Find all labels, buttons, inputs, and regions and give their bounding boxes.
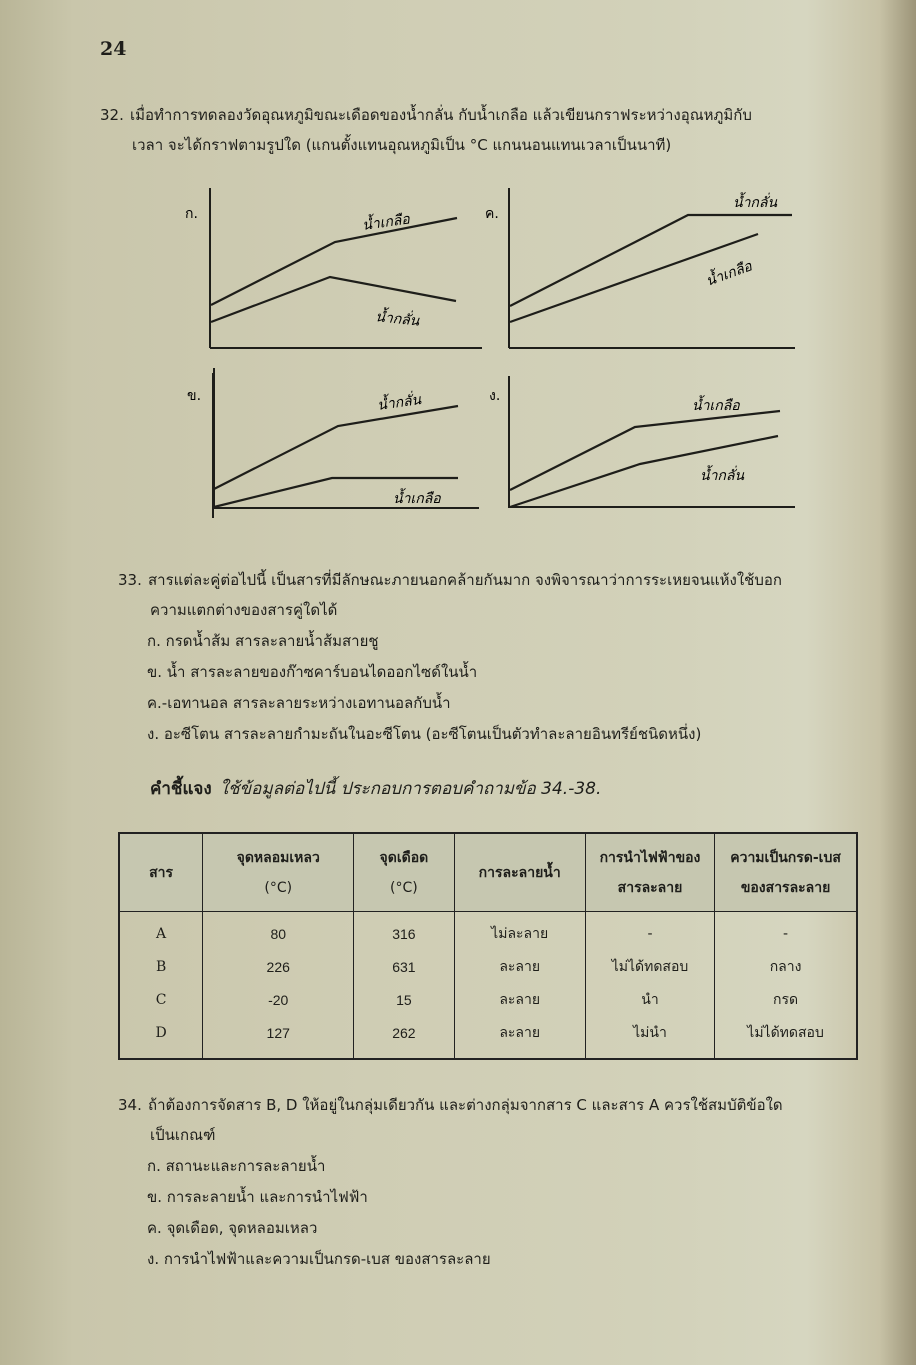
instruction [150, 775, 601, 802]
instruction-text: ใช้ข้อมูลต่อไปนี้ ประกอบการตอบคำถามข้อ 34.-38. [219, 779, 602, 799]
table-row: B 226 631 ละลาย ไม่ได้ทดสอบ กลาง [119, 950, 857, 983]
table-row: A 80 316 ไม่ละลาย - - [119, 912, 857, 951]
series-label-lower: น้ำเกลือ [393, 491, 441, 507]
question-text-line2: เวลา จะได้กราฟตามรูปใด (แกนตั้งแทนอุณหภูมิเป็น °C แกนนอนแทนเวลาเป็นนาที) [132, 136, 672, 154]
question-34 [118, 1090, 863, 1150]
question-number: 32. [100, 106, 124, 124]
series-label-upper: น้ำกลั่น [733, 195, 778, 211]
option-b[interactable]: ข. น้ำ สารละลายของก๊าซคาร์บอนไดออกไซด์ในน้ำ [147, 663, 478, 681]
question-33-options [105, 626, 701, 750]
instruction-label: คำชี้แจง [150, 779, 212, 799]
graph-c [480, 180, 810, 360]
graph-b [180, 368, 500, 520]
question-text-line1: เมื่อทำการทดลองวัดอุณหภูมิขณะเดือดของน้ำกลั่น กับน้ำเกลือ แล้วเขียนกราฟระหว่างอุณหภูมิกับ [130, 106, 752, 124]
option-a[interactable]: ก. สถานะและการละลายน้ำ [147, 1157, 326, 1175]
question-number: 34. [118, 1096, 142, 1114]
series-label-lower: น้ำเกลือ [703, 258, 755, 290]
table-row: C -20 15 ละลาย นำ กรด [119, 983, 857, 1016]
graph-b-x-axis [213, 507, 479, 509]
page-number: 24 [100, 38, 127, 60]
question-text-line1: ถ้าต้องการจัดสาร B, D ให้อยู่ในกลุ่มเดียวกัน และต่างกลุ่มจากสาร C และสาร A ควรใช้สมบัติข้อใด [148, 1096, 783, 1114]
question-text-line1: สารแต่ละคู่ต่อไปนี้ เป็นสารที่มีลักษณะภายนอกคล้ายกันมาก จงพิจารณาว่าการระเหยจนแห้งใช้บอก [148, 571, 782, 589]
option-d[interactable]: ง. การนำไฟฟ้าและความเป็นกรด-เบส ของสารละลาย [147, 1250, 491, 1268]
table-row: D 127 262 ละลาย ไม่นำ ไม่ได้ทดสอบ [119, 1016, 857, 1059]
question-text-line2: เป็นเกณฑ์ [150, 1126, 216, 1144]
header-acid-base: ความเป็นกรด-เบส ของสารละลาย [715, 833, 857, 912]
series-label-upper: น้ำกลั่น [376, 391, 423, 414]
graph-d [480, 368, 810, 520]
question-number: 33. [118, 571, 142, 589]
option-d[interactable]: ง. อะซีโตน สารละลายกำมะถันในอะซีโตน (อะซีโตนเป็นตัวทำละลายอินทรีย์ชนิดหนึ่ง) [147, 725, 702, 743]
substance-properties-table [118, 832, 858, 1060]
graph-label: ค. [485, 206, 499, 222]
graph-a [180, 180, 500, 360]
question-text-line2: ความแตกต่างของสารคู่ใดได้ [150, 601, 338, 619]
series-label-upper: น้ำเกลือ [361, 211, 411, 234]
header-substance: สาร [119, 833, 203, 912]
series-label-upper: น้ำเกลือ [692, 398, 740, 414]
option-b[interactable]: ข. การละลายน้ำ และการนำไฟฟ้า [147, 1188, 368, 1206]
header-water-solubility: การละลายน้ำ [454, 833, 585, 912]
graph-label: ก. [185, 206, 198, 222]
option-a[interactable]: ก. กรดน้ำส้ม สารละลายน้ำส้มสายชู [147, 632, 379, 650]
series-label-lower: น้ำกลั่น [700, 468, 745, 484]
graph-label: ข. [187, 388, 202, 404]
question-34-options [105, 1151, 491, 1275]
option-c[interactable]: ค.-เอทานอล สารละลายระหว่างเอทานอลกับน้ำ [147, 694, 451, 712]
header-boiling-point: จุดเดือด (°C) [354, 833, 454, 912]
table-header-row [119, 833, 857, 912]
header-melting-point: จุดหลอมเหลว (°C) [203, 833, 354, 912]
series-label-lower: น้ำกลั่น [374, 309, 421, 330]
question-32 [100, 100, 860, 160]
header-conductivity: การนำไฟฟ้าของ สารละลาย [585, 833, 714, 912]
graph-label: ง. [489, 388, 501, 404]
graph-b-y-axis [213, 368, 215, 508]
question-33 [118, 565, 858, 625]
option-c[interactable]: ค. จุดเดือด, จุดหลอมเหลว [147, 1219, 318, 1237]
